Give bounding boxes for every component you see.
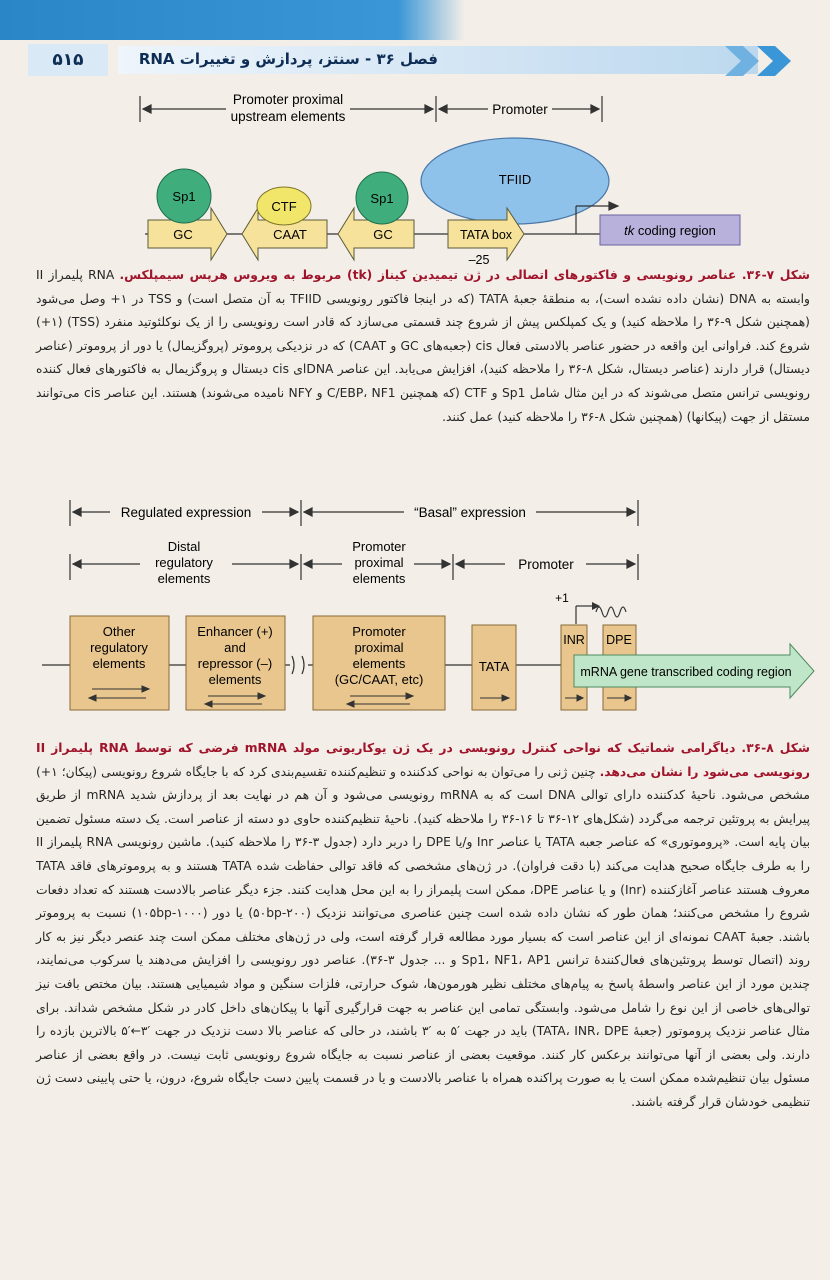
label-promoter-proximal-line2: upstream elements xyxy=(230,109,346,124)
page-header xyxy=(0,42,830,80)
figure-7 xyxy=(0,84,830,264)
caption-7-body: RNA پلیمراز II وابسته به DNA (نشان داده نشده است)، به منطقهٔ جعبهٔ TATA (که در اینجا فاکتور رونویسی TFIID به آن متصل است) و TSS در ۱+ وصل می‌شود (همچنین شکل ۹-۳۶ را ملاحظه کنید) و یک کمپلکس پیش از شروع چند قسمتی می‌سازد که قادر است رونویسی را از یک نوکلئوتید منفرد (TSS) (۱+) شروع کند. فراوانی این واقعه در حضور عناصر بالادستی فعال cis (جعبه‌های GC و CAAT) که در نزدیکی پروموتر (پروگزیمال) یا دور از پروموتر (عناصر دیستال) قرار دارند (عناصر دیستال، شکل ۸-۳۶ را ملاحظه کنید)، افزایش می‌یابد. این عناصر DNAای cis دیستال و پروگزیمال به فاکتورهای فعال کننده رونویسی ترانس متصل می‌شوند که در این مثال شامل Sp1 و CTF (که همچنین C/EBP، NF1 و NFY نامیده می‌شوند) هستند. این عناصر cis می‌توانند مستقل از جهت (پیکانها) (همچنین شکل ۸-۳۶ را ملاحظه کنید) عمل کنند. xyxy=(36,268,811,424)
tata-element-box xyxy=(472,625,516,710)
sp1-right-label: Sp1 xyxy=(370,191,394,206)
caption-8-lead: شکل ۸-۳۶. دیاگرامی شماتیک که نواحی کنترل رونویسی در یک ژن یوکاریوتی مولد mRNA فرضی که توسط RNA پلیمراز II رونویسی می‌شود را نشان می‌دهد. xyxy=(36,741,810,779)
minus25-label: –25 xyxy=(468,253,490,264)
figure-8 xyxy=(0,494,830,724)
regulated-expression-label: Regulated expression xyxy=(120,505,252,520)
ctf-factor xyxy=(257,187,311,225)
inr-label: INR xyxy=(563,633,585,647)
coding-region-italic: tk xyxy=(624,223,635,238)
ppe-line1: Promoter xyxy=(352,624,406,639)
sp1-left-factor xyxy=(157,169,211,223)
other-regulatory-line2: regulatory xyxy=(90,640,148,655)
tk-coding-region xyxy=(600,215,740,245)
ppe-line3: elements xyxy=(352,656,406,671)
caption-7-lead: شکل ۷-۳۶. عناصر رونویسی و فاکتورهای اتصالی در ژن تیمیدین کیناز (tk) مربوط به ویروس هرپس سیمپلکس. xyxy=(119,268,810,282)
enhancer-repressor-box xyxy=(186,616,285,710)
caption-8-body: چنین ژنی را می‌توان به نواحی کدکننده و تنظیم‌کننده تقسیم‌بندی کرد که با جایگاه شروع رونویسی (پیکان؛ ۱+) مشخص می‌شود. ناحیهٔ کدکننده دارای توالی DNA است که به mRNA رونویسی می‌شود و آن هم در نهایت بعد از پردازش شدید mRNA از طریق پیرایش به پروتئین ترجمه می‌گردد (شکل‌های ۱۲-۳۶ تا ۱۶-۳۶ را ملاحظه کنید). ناحیهٔ تنظیم‌کننده حاوی دو دسته از عناصر است. یک دسته مسئول تضمین بیان پایه است. «پروموتوری» که عناصر جعبه TATA یا عناصر Inr و/یا DPE را دربر دارد (جدول ۳-۳۶ را ملاحظه کنید). ماشین رونویسی RNA پلیمراز II را به طرف جایگاه صحیح هدایت می‌کند (با دقت فراوان). در ژن‌های مشخصی که فاقد توالی حفاظت شده TATA هستند و به پروموترهای فاقد TATA معروف هستند عناصر آغازکننده (Inr) و یا عناصر DPE، ممکن است پلیمراز را به این محل هدایت کنند. جزء دیگر عناصر بالادست هستند که تعداد دفعات شروع را مشخص می‌کنند؛ همان طور که نشان داده شده است چنین عناصری می‌توانند نزدیک (۲۰۰-۵۰bp) یا دور (۱۰۵bp-۱۰۰۰) نسبت به پروموتر باشند. جعبهٔ CAAT نمونه‌ای از این عناصر است که بسیار مورد مطالعه قرار گرفته است، ولی در ژن‌های مختلف ممکن است چند عنصر دیگر نیز به کار روند (اتصال توسط پروتئین‌های فعال‌کنندهٔ ترانس Sp1، NF1، AP1 و ... جدول ۳-۳۶). عناصر دور رونویسی را افزایش می‌دهند یا سرکوب می‌نمایند، چندین مورد از این عناصر واسطهٔ پاسخ به پیام‌های مختلف نظیر هورمون‌ها، شوک حرارتی، فلزات سنگین و مواد شیمیایی هستند. بیان مختص بافت نیز توالی‌های خاصی از این نوع را شامل می‌شود. وابستگی تمامی این عناصر به جهت قرارگیری آنها با پیکان‌های داخل کادر در شکل مشخص شداند. برای مثال عناصر نزدیک پروموتور (جعبهٔ TATA، INR، DPE) باید در جهت ′۵ به ′۳ باشند، در حالی که عناصر بالا دست نزدیک در جهت ′۳←′۵ بالاترین بازده را دارند. ولی بعضی از آنها می‌توانند برعکس کار کنند. موقعیت بعضی از عناصر نسبت به جایگاه شروع رونویسی ثابت نیست. در واقع بعضی از عناصر مسئول بیان تنظیم‌شده ممکن است یا به صورت پراکنده همراه با عناصر بالادست و یا در قسمت پایین دست جایگاه شروع، درون، یا حتی پایینی دست ژن تنظیمی خودشان قرار گرفته باشند. xyxy=(36,764,811,1109)
promoter-label: Promoter xyxy=(518,557,574,572)
label-promoter: Promoter xyxy=(492,102,548,117)
promoter-proximal-box xyxy=(313,616,445,710)
other-regulatory-line1: Other xyxy=(102,624,136,639)
tfiid-label: TFIID xyxy=(498,172,532,187)
ppe-line2: proximal xyxy=(354,640,404,655)
enhancer-line3: repressor (–) xyxy=(197,656,273,671)
chapter-title: فصل ۳۶ - سنتز، پردازش و تغییرات RNA xyxy=(138,50,438,68)
tata-label: TATA xyxy=(478,659,510,674)
strand-break-icon xyxy=(290,656,308,674)
top-color-band xyxy=(0,0,830,40)
sp1-left-label: Sp1 xyxy=(172,189,196,204)
enhancer-line2: and xyxy=(224,640,246,655)
coding-region-text: coding region xyxy=(634,223,716,238)
caat-label: CAAT xyxy=(273,227,307,242)
svg-text:tk coding region xyxy=(624,223,716,238)
basal-expression-label: “Basal” expression xyxy=(414,505,526,520)
distal-label-line3: elements xyxy=(157,571,211,586)
distal-label-line2: regulatory xyxy=(155,555,213,570)
header-chevrons-icon xyxy=(725,42,805,80)
distal-label-line1: Distal xyxy=(167,539,201,554)
figure-8-caption xyxy=(36,737,810,1115)
proximal-label-line2: proximal xyxy=(354,555,404,570)
sp1-right-factor xyxy=(356,172,408,224)
page-number: ۵۱۵ xyxy=(28,44,108,76)
plus1-label: +1 xyxy=(555,591,569,605)
enhancer-line4: elements xyxy=(208,672,262,687)
dpe-label: DPE xyxy=(606,633,632,647)
ctf-label: CTF xyxy=(271,199,297,214)
gc-right-label: GC xyxy=(373,227,393,242)
tata-box-label: TATA box xyxy=(459,228,513,242)
figure-7-caption xyxy=(36,264,810,429)
other-regulatory-line3: elements xyxy=(92,656,146,671)
ppe-line4: (GC/CAAT, etc) xyxy=(334,672,424,687)
enhancer-line1: Enhancer (+) xyxy=(197,624,273,639)
mrna-coding-label: mRNA gene transcribed coding region xyxy=(580,665,792,679)
proximal-label-line3: elements xyxy=(352,571,406,586)
gc-left-label: GC xyxy=(173,227,193,242)
other-regulatory-box xyxy=(70,616,169,710)
label-promoter-proximal-line1: Promoter proximal xyxy=(232,92,344,107)
proximal-label-line1: Promoter xyxy=(352,539,406,554)
